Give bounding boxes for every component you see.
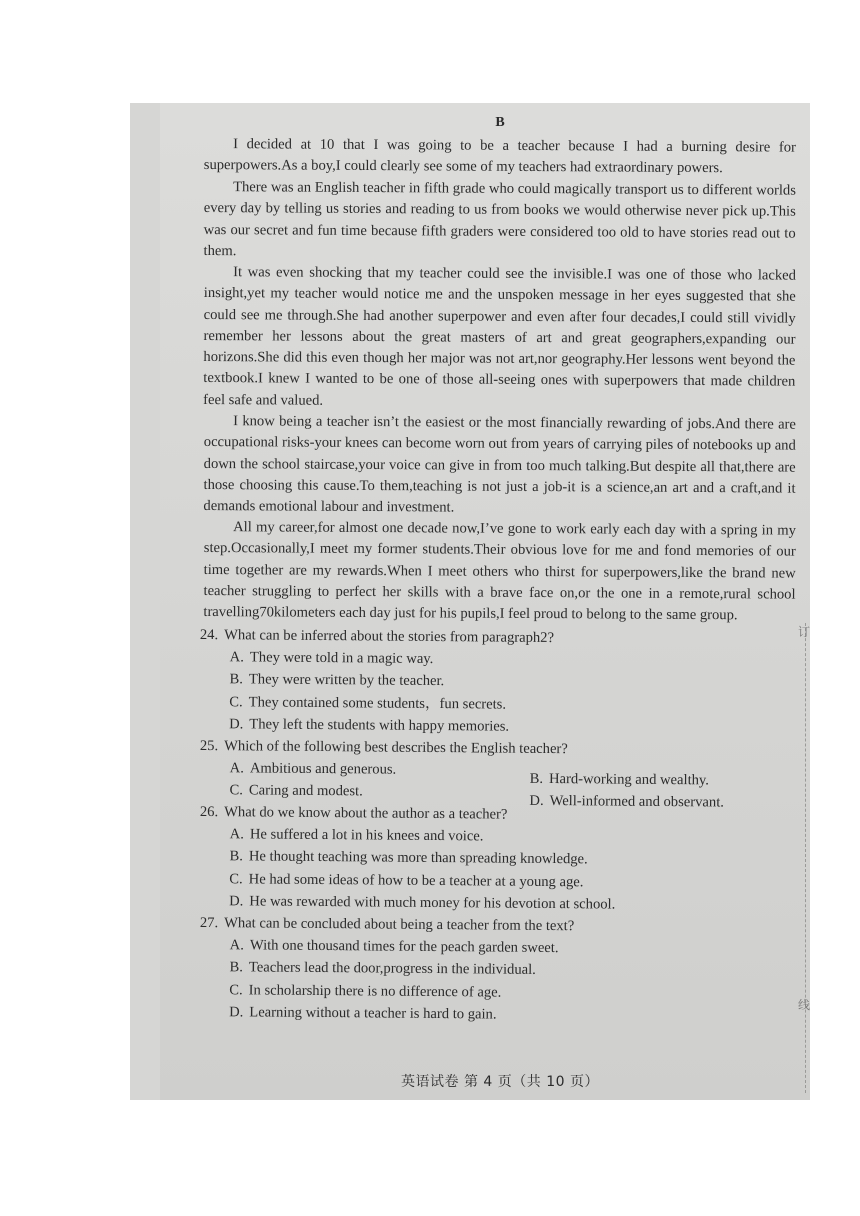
option-letter: D.: [529, 792, 544, 809]
question-number: 26.: [199, 803, 219, 821]
option-letter: B.: [229, 671, 243, 688]
option-text: He was rewarded with much money for his devotion at school.: [249, 893, 616, 913]
paragraph-3: It was even shocking that my teacher could see the invisible.I was one of those who lacked insight,yet my teacher would notice me and the unspoken message in her eyes suggested that she could see me through.She had another superpower and even after four decades,I could still vividly remember her lessons about the great masters of art and great geographers,expanding our horizons.She did this even though her major was not art,nor geography.Her lessons went beyond the textbook.I knew I wanted to be one of those all-seeing ones with superpowers that made children feel safe and valued.: [203, 263, 796, 409]
option-text: They were told in a magic way.: [249, 649, 434, 667]
question-number: 24.: [199, 626, 219, 643]
option-text: They contained some students，fun secrets.: [248, 693, 507, 713]
exam-paper: [160, 103, 810, 1100]
option-letter: C.: [229, 782, 243, 799]
option-letter: D.: [229, 715, 244, 733]
option-text: Teachers lead the door,progress in the individual.: [248, 959, 536, 979]
option-letter: C.: [229, 870, 243, 887]
margin-mark-ding: 订: [797, 625, 810, 639]
question-text: What do we know about the author as a teacher?: [224, 804, 508, 823]
option-text: They were written by the teacher.: [248, 671, 445, 690]
option-text: Caring and modest.: [248, 782, 363, 800]
document-body: [199, 113, 796, 1023]
option-text: He had some ideas of how to be a teacher at a young age.: [248, 871, 584, 890]
paragraph-4: I know being a teacher isn’t the easiest or the most financially rewarding of jobs.And there are occupational risks-your knees can become worn out from years of carrying piles of notebooks up and down the school staircase,your voice can give in from too much talking.But despite all that,there are those choosing this cause.To them,teaching is not just a job-it is a science,an art and a craft,and it demands emotional labour and investment.: [203, 413, 796, 516]
option-letter: D.: [229, 1004, 244, 1021]
option-text: Ambitious and generous.: [249, 760, 397, 778]
option-letter: A.: [229, 826, 244, 843]
option-text: With one thousand times for the peach garden sweet.: [249, 937, 559, 957]
margin-mark-xian: 线: [797, 998, 810, 1012]
question-number: 27.: [199, 915, 219, 932]
paragraph-1: I decided at 10 that I was going to be a teacher because I had a burning desire for superpowers.As a boy,I could clearly see some of my teachers had extraordinary powers.: [203, 136, 796, 177]
paragraph-5: All my career,for almost one decade now,I’ve gone to work early each day with a spring in my step.Occasionally,I meet my former students.Their obvious love for me and fond memories of our time together are my rewards.When I meet others who thirst for superpowers,like the brand new teacher struggling to perfect her skills with a brave face on,or the one in a remote,rural school travelling70kilometers each day just for his pupils,I feel proud to belong to the same group.: [203, 519, 796, 624]
page-footer: 英语试卷 第 4 页（共 10 页）: [401, 1074, 599, 1090]
question-27: [199, 912, 796, 1028]
option-text: Learning without a teacher is hard to gain.: [249, 1004, 497, 1023]
question-text: Which of the following best describes the English teacher?: [224, 738, 568, 758]
question-number: 25.: [199, 737, 219, 755]
option-text: In scholarship there is no difference of age.: [248, 982, 502, 1001]
option-letter: A.: [229, 937, 244, 954]
question-26: [199, 801, 796, 917]
question-25: [199, 735, 796, 811]
option-b: [530, 768, 810, 793]
option-letter: C.: [229, 693, 243, 710]
option-text: He suffered a lot in his knees and voice.: [249, 826, 484, 845]
binding-margin-line: [805, 623, 806, 1093]
question-24: [199, 624, 796, 740]
option-grid: [229, 757, 795, 811]
option-letter: B.: [229, 848, 243, 865]
option-letter: B.: [229, 959, 243, 976]
option-a: [230, 757, 530, 782]
option-text: He thought teaching was more than spreading knowledge.: [248, 848, 588, 868]
option-letter: C.: [229, 982, 243, 999]
option-text: Well-informed and observant.: [549, 793, 725, 811]
paragraph-2: There was an English teacher in fifth grade who could magically transport us to different worlds every day by telling us stories and reading to us from books we would otherwise never pick up.This was our secret and fun time because fifth graders were considered too old to have stories read out to them.: [203, 178, 796, 259]
option-text: Hard-working and wealthy.: [548, 771, 710, 789]
option-c: [229, 779, 529, 804]
option-letter: D.: [229, 893, 244, 910]
option-text: They left the students with happy memories.: [249, 716, 510, 735]
photographed-page: [130, 103, 810, 1100]
option-letter: A.: [229, 760, 244, 777]
question-text: What can be concluded about being a teacher from the text?: [224, 915, 575, 935]
option-d: [229, 1001, 795, 1028]
question-text: What can be inferred about the stories from paragraph2?: [224, 627, 555, 646]
section-label: B: [495, 115, 505, 130]
option-letter: A.: [229, 649, 244, 666]
option-letter: B.: [529, 770, 544, 787]
